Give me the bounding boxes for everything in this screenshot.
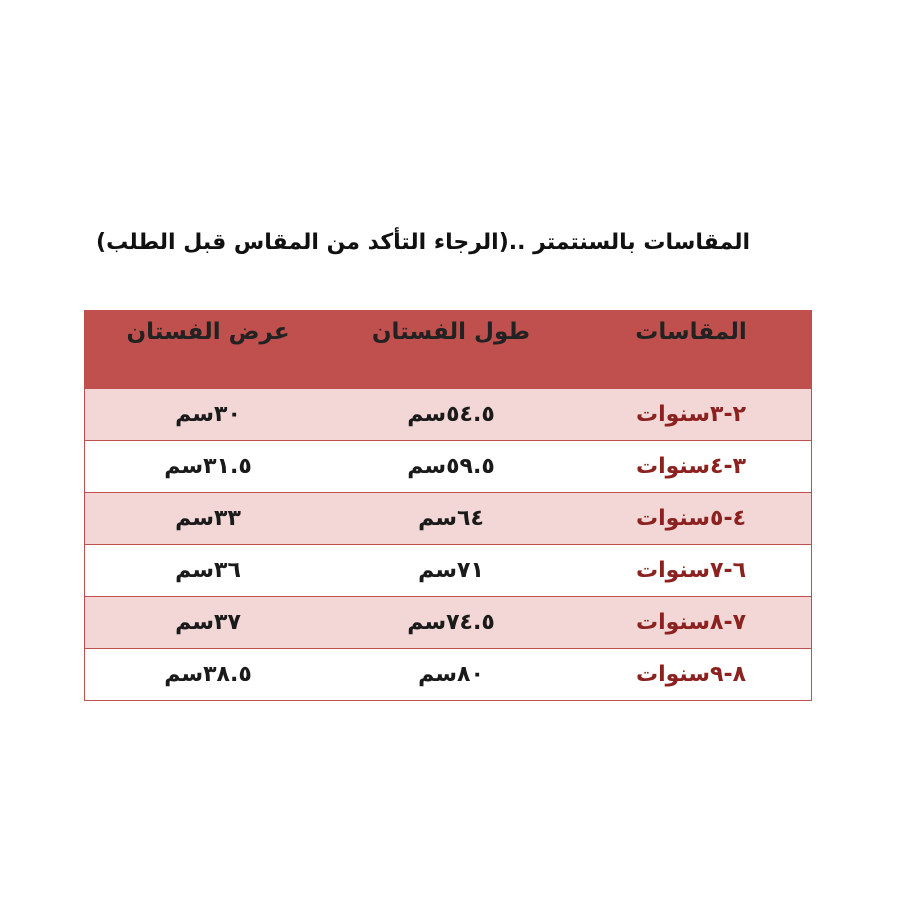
table-row [85, 596, 811, 648]
width-cell: ٣٠سم [175, 402, 241, 427]
size-cell: ٣-٤سنوات [635, 454, 747, 479]
size-cell: ٦-٧سنوات [635, 558, 747, 583]
size-cell: ٢-٣سنوات [635, 402, 747, 427]
size-cell: ٧-٨سنوات [635, 610, 747, 635]
size-cell: ٨-٩سنوات [635, 662, 747, 687]
length-cell: ٥٤.٥سم [407, 402, 495, 427]
length-cell: ٧٤.٥سم [407, 610, 495, 635]
width-cell: ٣٣سم [175, 506, 241, 531]
width-cell: ٣٧سم [175, 610, 241, 635]
size-table [84, 310, 812, 701]
width-cell: ٣١.٥سم [164, 454, 252, 479]
page-title: المقاسات بالسنتمتر ..(الرجاء التأكد من المقاس قبل الطلب) [96, 230, 750, 255]
length-cell: ٦٤سم [418, 506, 484, 531]
length-cell: ٨٠سم [418, 662, 484, 687]
table-header-row [85, 311, 811, 388]
header-dress-length: طول الفستان [371, 319, 531, 345]
length-cell: ٧١سم [418, 558, 484, 583]
header-sizes: المقاسات [635, 319, 747, 345]
table-row [85, 492, 811, 544]
size-cell: ٤-٥سنوات [635, 506, 747, 531]
width-cell: ٣٨.٥سم [164, 662, 252, 687]
table-row [85, 544, 811, 596]
table-row [85, 648, 811, 700]
length-cell: ٥٩.٥سم [407, 454, 495, 479]
table-row [85, 440, 811, 492]
table-row [85, 388, 811, 440]
header-dress-width: عرض الفستان [126, 319, 290, 345]
width-cell: ٣٦سم [175, 558, 241, 583]
